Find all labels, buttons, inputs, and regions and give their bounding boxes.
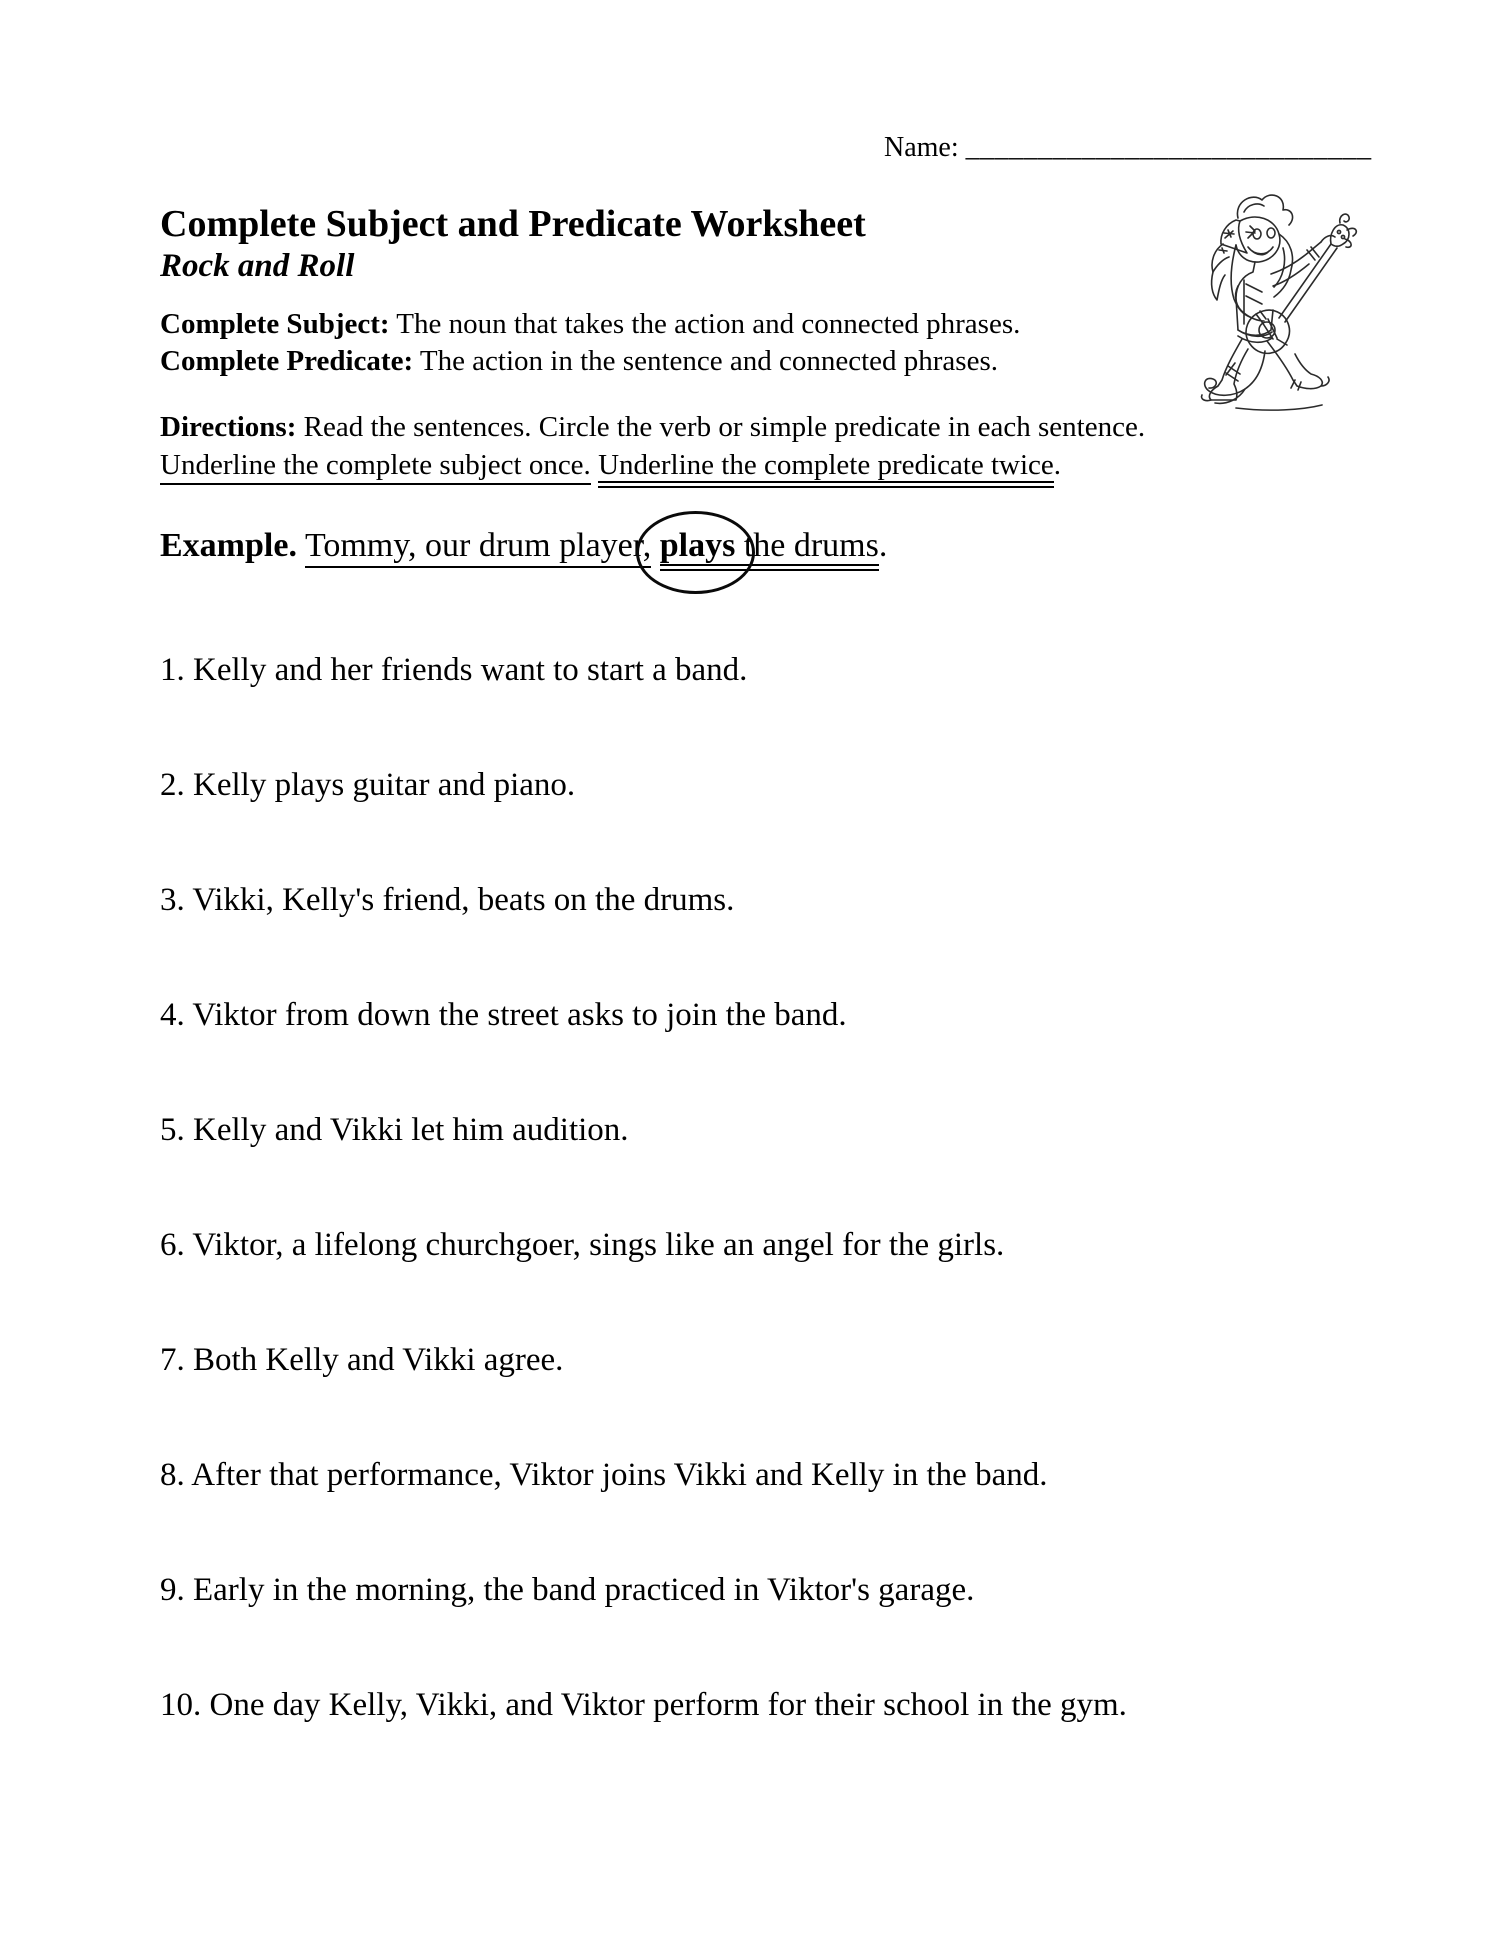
definition-text: The action in the sentence and connected phrases. — [413, 345, 998, 377]
sentence-text: Early in the morning, the band practiced in Viktor's garage. — [193, 1572, 975, 1608]
sentence-number: 7. — [160, 1342, 185, 1378]
sentence-text: Viktor from down the street asks to join the band. — [192, 997, 847, 1033]
directions-block — [160, 408, 1145, 484]
sentence-list — [160, 648, 1405, 1798]
definition-term: Complete Subject: — [160, 308, 390, 340]
name-field — [884, 132, 1372, 164]
example-label: Example. — [160, 527, 297, 564]
sentence-text: Vikki, Kelly's friend, beats on the drums. — [192, 882, 735, 918]
directions-underline-twice: Underline the complete predicate twice — [598, 449, 1054, 488]
sentence-text: Kelly and Vikki let him audition. — [193, 1112, 629, 1148]
sentence-item — [160, 993, 1405, 1037]
sentence-item — [160, 1453, 1405, 1497]
definition-text: The noun that takes the action and connected phrases. — [389, 308, 1021, 340]
sentence-number: 3. — [160, 882, 185, 918]
example-period: . — [878, 527, 888, 564]
sentence-item — [160, 1683, 1405, 1727]
sentence-number: 5. — [160, 1112, 185, 1148]
sentence-text: Kelly plays guitar and piano. — [193, 767, 576, 803]
sentence-item — [160, 1223, 1405, 1267]
sentence-item — [160, 1568, 1405, 1612]
sentence-number: 9. — [160, 1572, 185, 1608]
sentence-number: 1. — [160, 652, 185, 688]
circled-verb: plays — [660, 527, 736, 571]
sentence-item — [160, 1108, 1405, 1152]
sentence-number: 2. — [160, 767, 185, 803]
definition-term: Complete Predicate: — [160, 345, 414, 377]
sentence-number: 8. — [160, 1457, 185, 1493]
sentence-item — [160, 763, 1405, 807]
sentence-number: 6. — [160, 1227, 185, 1263]
sentence-text: Both Kelly and Vikki agree. — [193, 1342, 564, 1378]
sentence-number: 4. — [160, 997, 185, 1033]
rock-guitarist-illustration — [1178, 190, 1360, 417]
name-blank-line: ____________________________ — [965, 132, 1372, 163]
worksheet-header — [160, 202, 866, 286]
sentence-item — [160, 648, 1405, 692]
sentence-text: After that performance, Viktor joins Vikki and Kelly in the band. — [191, 1457, 1048, 1493]
rock-guitarist-icon — [1178, 190, 1360, 412]
directions-line-2 — [160, 446, 1145, 484]
sentence-item — [160, 1338, 1405, 1382]
definitions-block — [160, 306, 1020, 380]
directions-label: Directions: — [160, 411, 297, 443]
example-predicate: the drums — [735, 527, 879, 571]
sentence-item — [160, 878, 1405, 922]
sentence-number: 10. — [160, 1687, 202, 1723]
sentence-text: One day Kelly, Vikki, and Viktor perform for their school in the gym. — [209, 1687, 1127, 1723]
definition-complete-predicate — [160, 343, 1020, 380]
directions-intro: Read the sentences. Circle the verb or simple predicate in each sentence. — [296, 411, 1146, 443]
directions-period: . — [1053, 449, 1062, 481]
sentence-text: Kelly and her friends want to start a band. — [193, 652, 748, 688]
sentence-text: Viktor, a lifelong churchgoer, sings like an angel for the girls. — [192, 1227, 1005, 1263]
page-title: Complete Subject and Predicate Worksheet — [160, 203, 866, 245]
definition-complete-subject — [160, 306, 1020, 343]
name-label: Name: — [884, 132, 959, 163]
example-sentence — [160, 524, 887, 568]
page-subtitle: Rock and Roll — [160, 248, 355, 284]
example-subject: Tommy, our drum player, — [305, 527, 651, 568]
directions-line-1 — [160, 408, 1145, 446]
directions-underline-once: Underline the complete subject once. — [160, 449, 591, 485]
